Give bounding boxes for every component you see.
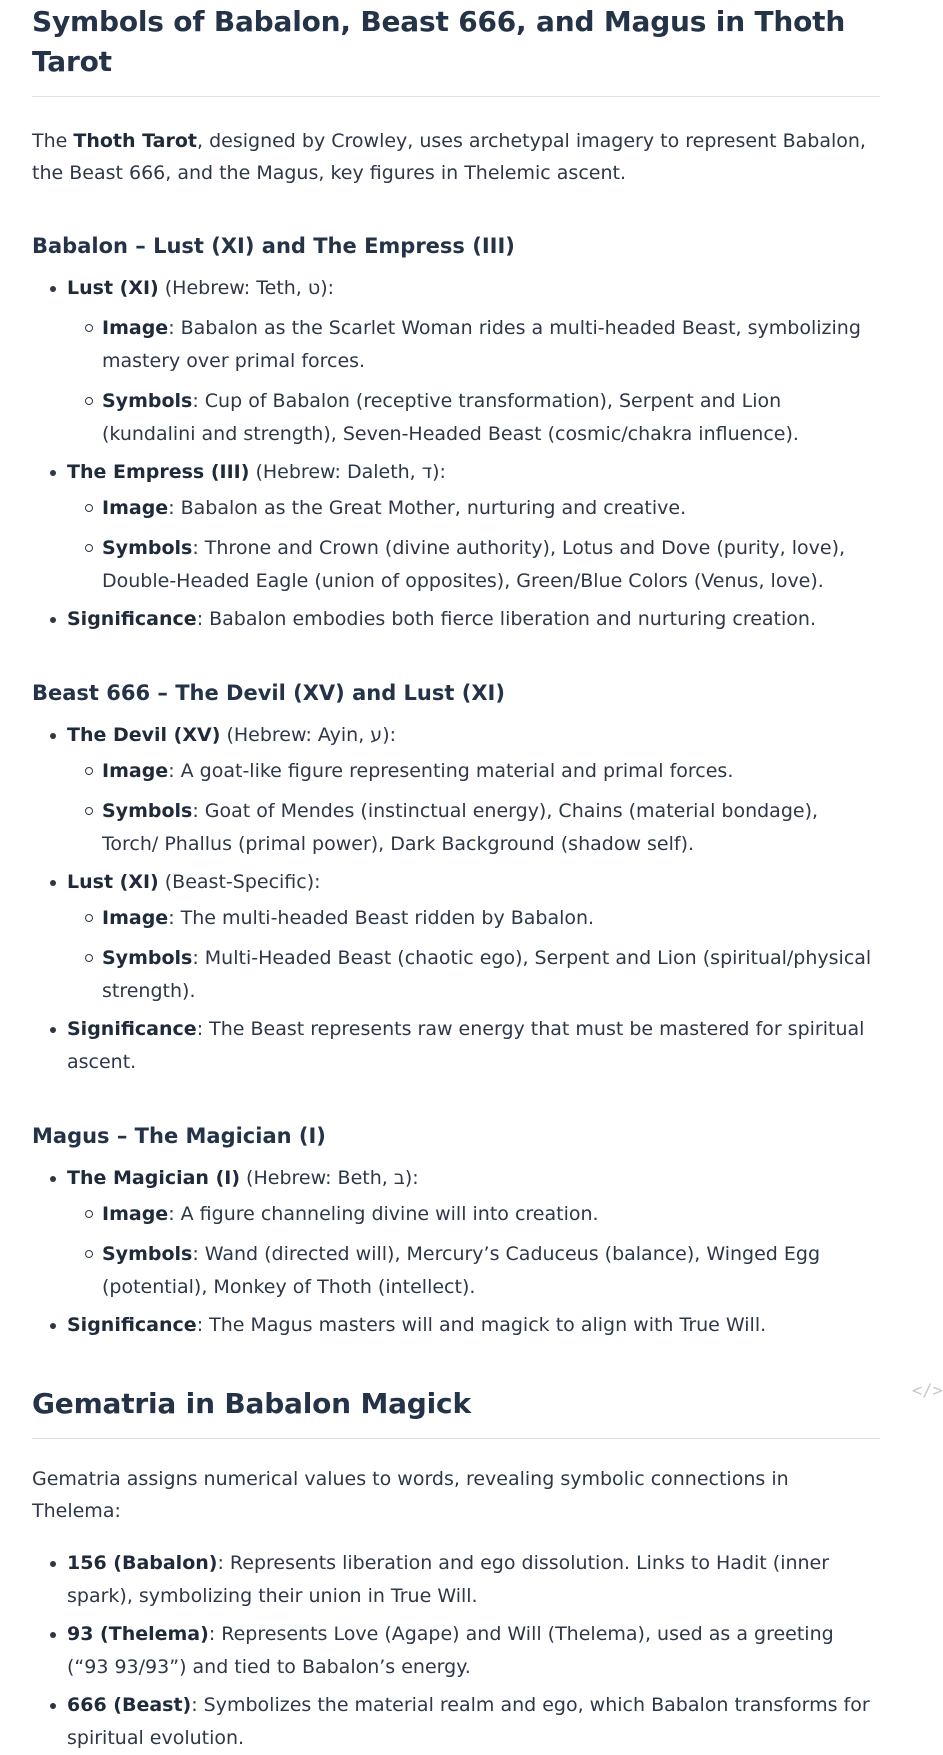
document: [32, 0, 880, 1755]
item-label: Significance: [67, 1314, 197, 1336]
sub-list-item: [102, 532, 880, 598]
list-item: [67, 719, 880, 861]
item-text: : Babalon as the Great Mother, nurturing and creative.: [168, 497, 687, 519]
card-hebrew: (Hebrew: Daleth, ד):: [249, 461, 446, 483]
page-title: Symbols of Babalon, Beast 666, and Magus in Thoth Tarot: [32, 0, 880, 97]
sub-list-item: [102, 312, 880, 378]
list-item: [67, 1618, 880, 1684]
card-name: The Magician (I): [67, 1167, 241, 1189]
item-text: : The Magus masters will and magick to align with True Will.: [196, 1314, 767, 1336]
beast-list: [32, 719, 880, 1079]
item-label: Image: [102, 497, 169, 519]
section-title-gematria: Gematria in Babalon Magick: [32, 1384, 880, 1439]
sub-list: [67, 755, 880, 861]
intro-bold: Thoth Tarot: [73, 130, 197, 152]
item-text: : Wand (directed will), Mercury’s Caduceus (balance), Winged Egg (potential), Monkey of Thoth (intellect).: [102, 1243, 821, 1298]
item-label: Symbols: [102, 1243, 193, 1265]
list-item: [67, 456, 880, 598]
sub-list: [67, 492, 880, 598]
code-icon[interactable]: </>: [912, 1381, 943, 1401]
list-item: [67, 272, 880, 451]
number-label: 666 (Beast): [67, 1694, 192, 1716]
item-label: Image: [102, 1203, 169, 1225]
number-label: 93 (Thelema): [67, 1623, 209, 1645]
list-item: [67, 1689, 880, 1755]
intro-text-rest: , designed by Crowley, uses archetypal imagery to represent Babalon, the Beast 666, and the Magus, key figures in Thelemic ascent.: [32, 130, 866, 184]
sub-list-item: [102, 942, 880, 1008]
item-text: : Symbolizes the material realm and ego, which Babalon transforms for spiritual evolution.: [67, 1694, 870, 1749]
list-item: [67, 1547, 880, 1613]
item-text: : Multi-Headed Beast (chaotic ego), Serpent and Lion (spiritual/physical strength).: [102, 947, 872, 1002]
section-heading-babalon: Babalon – Lust (XI) and The Empress (III): [32, 234, 515, 258]
card-hebrew: (Hebrew: Ayin, ע):: [220, 724, 397, 746]
item-text: : Cup of Babalon (receptive transformation), Serpent and Lion (kundalini and strength), Seven-Headed Beast (cosmic/chakra influence).: [102, 390, 799, 445]
gematria-list: [32, 1547, 880, 1755]
item-text: : The multi-headed Beast ridden by Babalon.: [168, 907, 595, 929]
sub-list-item: [102, 385, 880, 451]
magus-list: [32, 1162, 880, 1342]
intro-paragraph: [32, 125, 880, 189]
list-item: [67, 1013, 880, 1079]
item-label: Symbols: [102, 947, 193, 969]
item-text: : Represents Love (Agape) and Will (Thelema), used as a greeting (“93 93/93”) and tied to Babalon’s energy.: [67, 1623, 834, 1678]
item-text: : A goat-like figure representing material and primal forces.: [168, 760, 734, 782]
card-name: The Empress (III): [67, 461, 250, 483]
list-item: [67, 866, 880, 1008]
card-name: Lust (XI): [67, 871, 159, 893]
sub-list-item: [102, 1238, 880, 1304]
list-item: [67, 1309, 880, 1342]
babalon-list: [32, 272, 880, 636]
item-text: : Babalon embodies both fierce liberation and nurturing creation.: [196, 608, 816, 630]
section-heading-beast: Beast 666 – The Devil (XV) and Lust (XI): [32, 681, 505, 705]
card-name: Lust (XI): [67, 277, 159, 299]
sub-list-item: [102, 902, 880, 935]
intro-text: The: [32, 130, 74, 152]
sub-list-item: [102, 755, 880, 788]
sub-list-item: [102, 1198, 880, 1231]
sub-list: [67, 312, 880, 451]
gematria-intro: Gematria assigns numerical values to words, revealing symbolic connections in Thelema:: [32, 1468, 789, 1522]
list-item: [67, 603, 880, 636]
item-text: : Goat of Mendes (instinctual energy), Chains (material bondage), Torch/ Phallus (primal power), Dark Background (shadow self).: [102, 800, 819, 855]
card-hebrew: (Hebrew: Teth, ט):: [158, 277, 335, 299]
card-name: The Devil (XV): [67, 724, 221, 746]
sub-list-item: [102, 492, 880, 525]
item-label: Symbols: [102, 537, 193, 559]
card-hebrew: (Hebrew: Beth, ב):: [240, 1167, 419, 1189]
item-text: : Represents liberation and ego dissolution. Links to Hadit (inner spark), symbolizing their union in True Will.: [67, 1552, 830, 1607]
item-text: : A figure channeling divine will into creation.: [168, 1203, 599, 1225]
item-label: Image: [102, 760, 169, 782]
item-text: : The Beast represents raw energy that must be mastered for spiritual ascent.: [67, 1018, 865, 1073]
item-text: : Throne and Crown (divine authority), Lotus and Dove (purity, love), Double-Headed Eagle (union of opposites), Green/Blue Colors (Venus, love).: [102, 537, 846, 592]
item-label: Significance: [67, 608, 197, 630]
sub-list: [67, 902, 880, 1008]
item-label: Image: [102, 907, 169, 929]
item-label: Significance: [67, 1018, 197, 1040]
item-text: : Babalon as the Scarlet Woman rides a multi-headed Beast, symbolizing mastery over primal forces.: [102, 317, 861, 372]
section-heading-magus: Magus – The Magician (I): [32, 1124, 326, 1148]
number-label: 156 (Babalon): [67, 1552, 218, 1574]
item-label: Symbols: [102, 800, 193, 822]
item-label: Symbols: [102, 390, 193, 412]
sub-list-item: [102, 795, 880, 861]
list-item: [67, 1162, 880, 1304]
card-hebrew: (Beast-Specific):: [158, 871, 321, 893]
sub-list: [67, 1198, 880, 1304]
item-label: Image: [102, 317, 169, 339]
